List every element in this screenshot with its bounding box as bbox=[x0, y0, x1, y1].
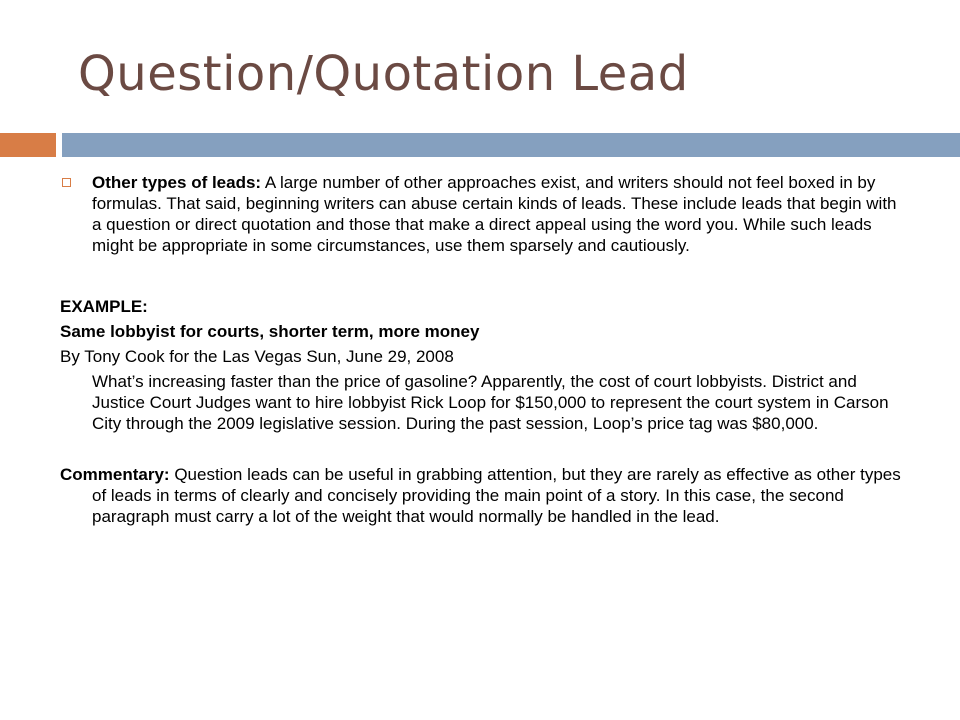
example-label: EXAMPLE: bbox=[60, 297, 148, 316]
accent-bar-orange bbox=[0, 133, 56, 157]
slide-body bbox=[60, 172, 910, 527]
bullet-text: A large number of other approaches exist, and writers should not feel boxed in by formulas. That said, beginning writers can abuse certain kinds of leads. These include leads that begin with a question or direct quotation and those that make a direct appeal using the word you. While such leads might be appropriate in some circumstances, use them sparsely and cautiously. bbox=[92, 173, 897, 255]
bullet-paragraph bbox=[60, 172, 910, 256]
commentary-paragraph bbox=[60, 464, 910, 527]
example-byline: By Tony Cook for the Las Vegas Sun, June 29, 2008 bbox=[60, 347, 454, 366]
commentary-label: Commentary: bbox=[60, 465, 170, 484]
accent-bar-blue bbox=[62, 133, 960, 157]
example-body: What’s increasing faster than the price of gasoline? Apparently, the cost of court lobbyists. District and Justice Court Judges want to hire lobbyist Rick Loop for $150,000 to represent the court system in Carson City through the 2009 legislative session. During the past session, Loop’s price tag was $80,000. bbox=[92, 372, 889, 433]
commentary-text: Question leads can be useful in grabbing attention, but they are rarely as effective as other types of leads in terms of clearly and concisely providing the main point of a story. In this case, the second paragraph must carry a lot of the weight that would normally be handled in the lead. bbox=[92, 465, 901, 526]
example-headline: Same lobbyist for courts, shorter term, more money bbox=[60, 322, 480, 341]
bullet-lead: Other types of leads: bbox=[92, 173, 262, 192]
square-bullet-icon bbox=[62, 178, 71, 187]
slide-title: Question/Quotation Lead bbox=[78, 46, 689, 102]
